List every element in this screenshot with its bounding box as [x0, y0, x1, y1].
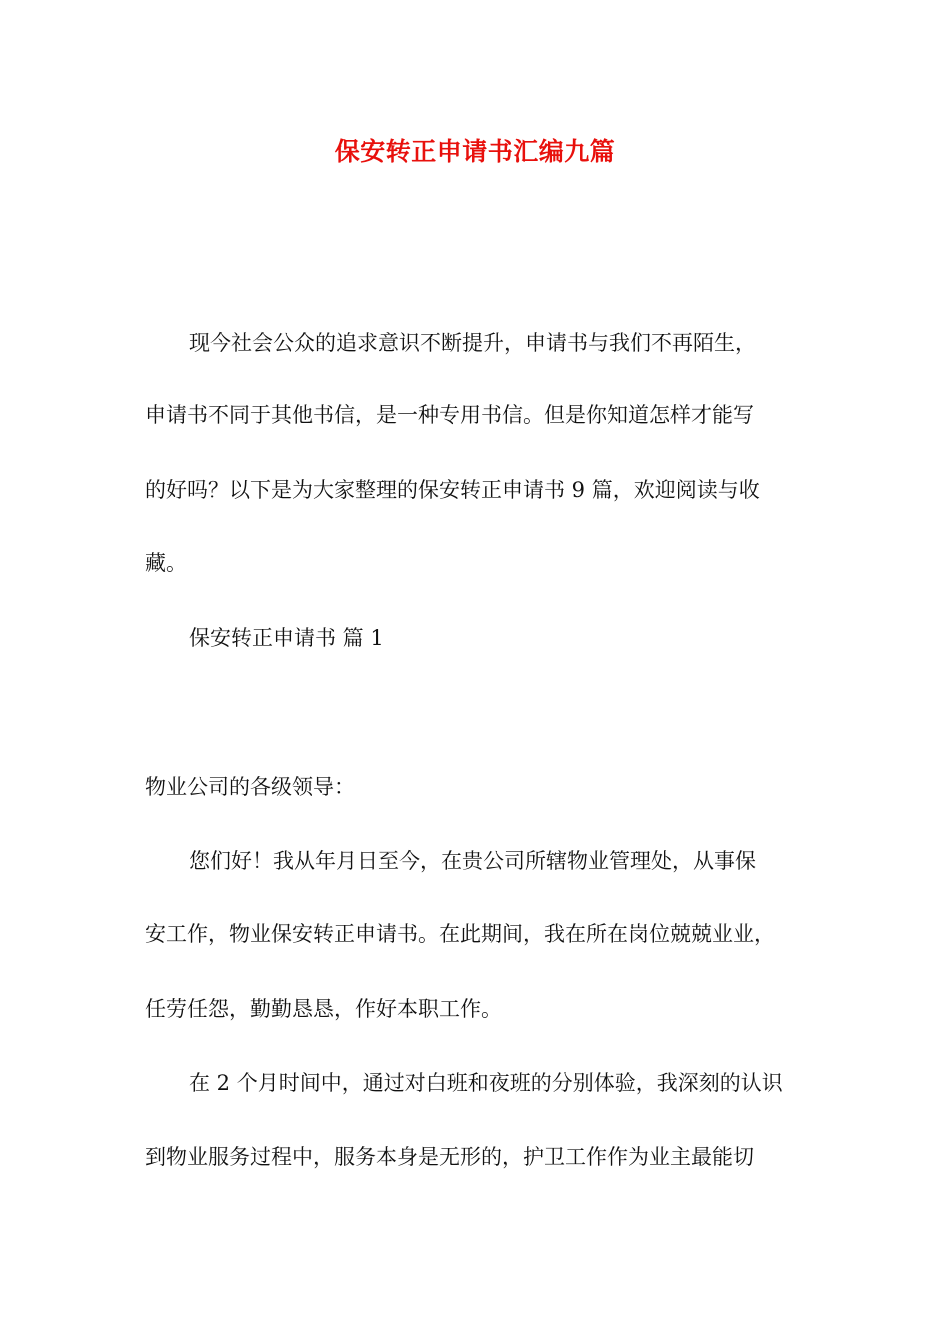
paragraph-line: 在 2 个月时间中，通过对白班和夜班的分别体验，我深刻的认识: [189, 1071, 783, 1095]
paragraph-line: 的好吗？以下是为大家整理的保安转正申请书 9 篇，欢迎阅读与收: [145, 478, 760, 502]
paragraph-line: 申请书不同于其他书信，是一种专用书信。但是你知道怎样才能写: [145, 403, 754, 427]
paragraph-line: 您们好！我从年月日至今，在贵公司所辖物业管理处，从事保: [189, 849, 756, 873]
paragraph-line: 现今社会公众的追求意识不断提升，申请书与我们不再陌生，: [189, 331, 756, 355]
paragraph-line: 安工作，物业保安转正申请书。在此期间，我在所在岗位兢兢业业，: [145, 922, 775, 946]
paragraph-line: 任劳任怨，勤勤恳恳，作好本职工作。: [145, 997, 502, 1021]
paragraph-line: 藏。: [145, 551, 187, 575]
paragraph-line: 到物业服务过程中，服务本身是无形的，护卫工作作为业主最能切: [145, 1145, 754, 1169]
document-title: 保安转正申请书汇编九篇: [334, 137, 616, 166]
section-heading: 保安转正申请书 篇 1: [189, 626, 384, 650]
salutation: 物业公司的各级领导：: [145, 775, 355, 799]
